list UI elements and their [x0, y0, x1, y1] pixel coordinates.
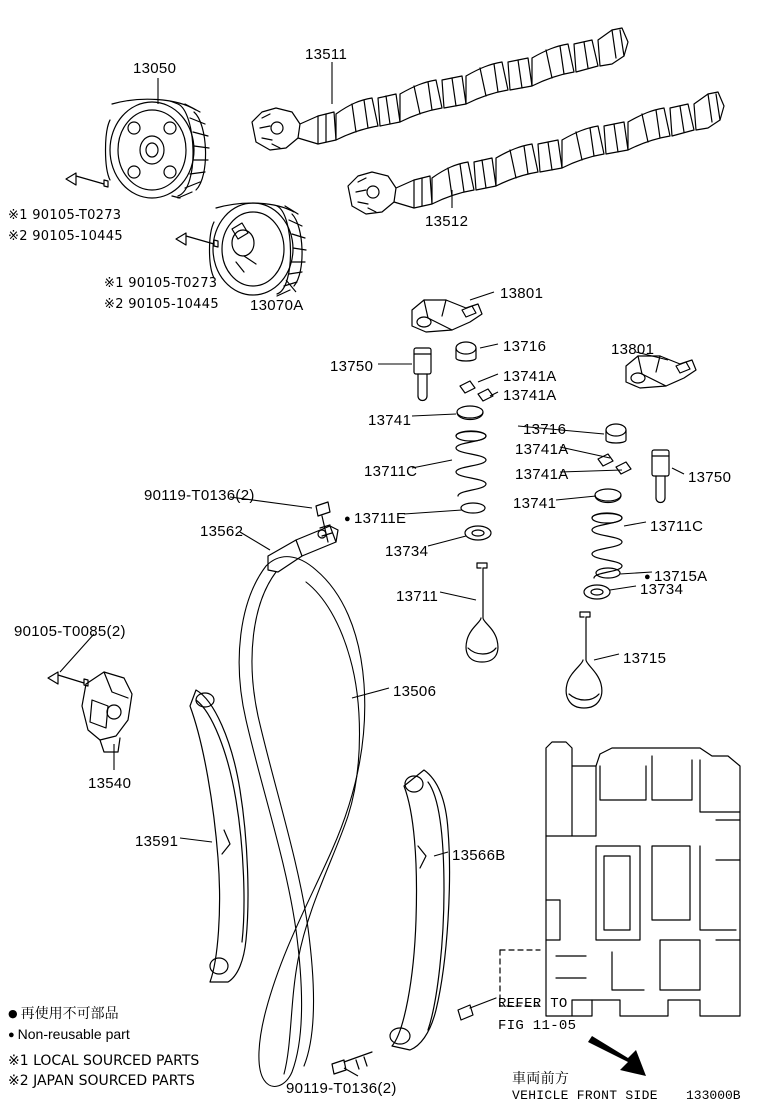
label-13506: 13506 — [393, 683, 437, 700]
label-bolt-13050-2: ※2 90105-10445 — [8, 229, 123, 244]
legend — [8, 1004, 199, 1091]
label-13711C-a: 13711C — [364, 463, 418, 480]
label-13750-a: 13750 — [330, 358, 374, 375]
label-13716-b: 13716 — [523, 421, 567, 438]
label-13734-a: 13734 — [385, 543, 429, 560]
label-13540: 13540 — [88, 775, 132, 792]
label-13591: 13591 — [135, 833, 179, 850]
label-13511: 13511 — [305, 46, 348, 63]
label-13711C-b: 13711C — [650, 518, 704, 535]
label-13741-a: 13741 — [368, 412, 412, 429]
label-13716-a: 13716 — [503, 338, 547, 355]
legend-note-japan: ※2 JAPAN SOURCED PARTS — [8, 1073, 195, 1089]
label-13801-b: 13801 — [611, 341, 655, 358]
label-13715: 13715 — [623, 650, 667, 667]
legend-non-reusable-en: ● Non-reusable part — [8, 1024, 199, 1045]
label-13801-a: 13801 — [500, 285, 544, 302]
label-13711E: ● 13711E — [344, 510, 406, 527]
label-13512: 13512 — [425, 213, 469, 230]
label-13734-b: 13734 — [640, 581, 684, 598]
label-13741-b: 13741 — [513, 495, 557, 512]
label-13741A-d: 13741A — [515, 466, 569, 483]
label-bolt-13070A-1: ※1 90105-T0273 — [104, 276, 218, 291]
label-13741A-a: 13741A — [503, 368, 557, 385]
diagram-code: 133000B — [686, 1088, 741, 1103]
label-90119-T0136-b: 90119-T0136(2) — [286, 1080, 397, 1097]
label-13711: 13711 — [396, 588, 439, 605]
vehicle-front-jp: 車両前方 — [512, 1071, 570, 1087]
label-13750-b: 13750 — [688, 469, 732, 486]
label-13741A-c: 13741A — [515, 441, 569, 458]
legend-non-reusable-jp: ● 再使用不可部品 — [8, 1004, 199, 1024]
label-13070A: 13070A — [250, 297, 304, 314]
label-bolt-13070A-2: ※2 90105-10445 — [104, 297, 219, 312]
label-bolt-13050-1: ※1 90105-T0273 — [8, 208, 122, 223]
refer-to-line2: FIG 11-05 — [498, 1018, 577, 1034]
label-13050: 13050 — [133, 60, 177, 77]
label-13741A-b: 13741A — [503, 387, 557, 404]
label-90105-T0085: 90105-T0085(2) — [14, 623, 126, 640]
vehicle-front-en: VEHICLE FRONT SIDE — [512, 1088, 658, 1103]
label-13715A: ● 13715A — [644, 568, 707, 585]
legend-note-local: ※1 LOCAL SOURCED PARTS — [8, 1053, 200, 1069]
refer-to-line1: REFER TO — [498, 996, 568, 1012]
label-13562: 13562 — [200, 523, 244, 540]
label-13566B: 13566B — [452, 847, 506, 864]
label-90119-T0136-a: 90119-T0136(2) — [144, 487, 255, 504]
